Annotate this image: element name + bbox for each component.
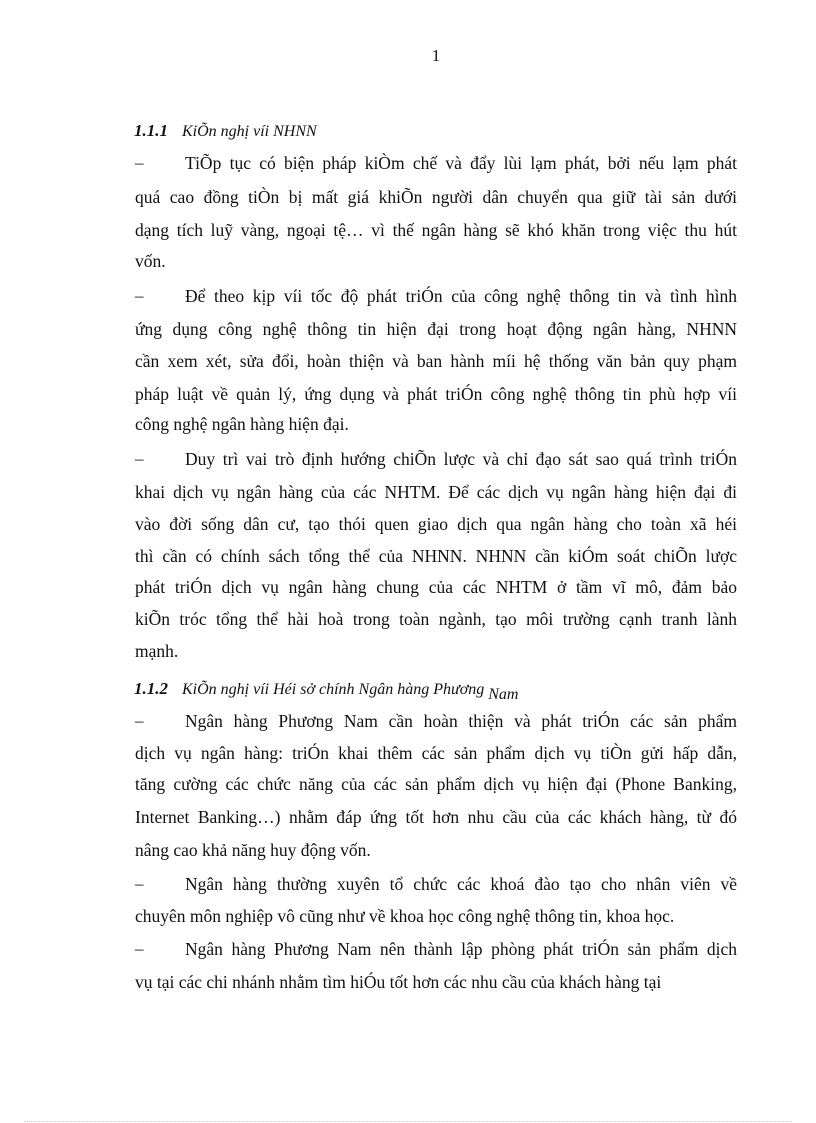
paragraph-line: chuyên môn nghiệp vô cũng như về khoa học công nghệ thông tin, khoa học. [135,906,675,926]
list-bullet: – [135,711,144,730]
paragraph-line: cần xem xét, sửa đổi, hoàn thiện và ban hành míi hệ thống văn bản quy phạm [135,351,737,371]
list-bullet: – [135,449,144,468]
paragraph-line: Ngân hàng thường xuyên tổ chức các khoá đào tạo cho nhân viên về [185,874,737,894]
paragraph-line: vốn. [135,251,166,271]
paragraph-line: phát triÓn dịch vụ ngân hàng chung của các NHTM ở tầm vĩ mô, đảm bảo [135,577,737,597]
section-heading-1 [134,121,317,141]
paragraph-line: Duy trì vai trò định hướng chiÕn lược và chỉ đạo sát sao quá trình triÓn [185,449,737,469]
paragraph-line: dịch vụ ngân hàng: triÓn khai thêm các sản phẩm dịch vụ tiÒn gửi hấp dẫn, [135,743,737,763]
paragraph-line: mạnh. [135,641,179,661]
paragraph-line: vụ tại các chi nhánh nhằm tìm hiÓu tốt hơn các nhu cầu của khách hàng tại [135,972,662,992]
section-title-tail: Nam [488,686,519,703]
paragraph-line: thì cần có chính sách tổng thể của NHNN. NHNN cần kiÓm soát chiÕn lược [135,546,737,566]
paragraph-line: dạng tích luỹ vàng, ngoại tệ… vì thế ngân hàng sẽ khó khăn trong việc thu hút [135,220,737,240]
paragraph-line: khai dịch vụ ngân hàng của các NHTM. Để các dịch vụ ngân hàng hiện đại đi [135,482,737,502]
paragraph-line: Để theo kịp víi tốc độ phát triÓn của công nghệ thông tin và tình hình [185,286,737,306]
section-title: KiÕn nghị víi NHNN [182,123,317,140]
page-number: 1 [431,46,441,65]
section-number: 1.1.2 [134,679,168,698]
paragraph-line: Internet Banking…) nhằm đáp ứng tốt hơn nhu cầu của các khách hàng, từ đó [135,807,737,827]
list-bullet: – [135,874,144,893]
paragraph-line: ứng dụng công nghệ thông tin hiện đại trong hoạt động ngân hàng, NHNN [135,319,737,339]
section-heading-2 [134,679,519,703]
paragraph-line: kiÕn tróc tổng thể hài hoà trong toàn ngành, tạo môi trường cạnh tranh lành [135,609,737,629]
paragraph-line: tăng cường các chức năng của các sản phẩm dịch vụ hiện đại (Phone Banking, [135,774,737,794]
paragraph-line: công nghệ ngân hàng hiện đại. [135,414,349,434]
paragraph-line: vào đời sống dân cư, tạo thói quen giao dịch qua ngân hàng cho toàn xã héi [135,514,737,534]
section-number: 1.1.1 [134,121,168,140]
list-bullet: – [135,153,144,172]
page-bottom-rule [24,1121,792,1122]
paragraph-line: Ngân hàng Phương Nam cần hoàn thiện và phát triÓn các sản phẩm [185,711,737,731]
paragraph-line: quá cao đồng tiÒn bị mất giá khiÕn người dân chuyển qua giữ tài sản dưới [135,187,737,207]
paragraph-line: Ngân hàng Phương Nam nên thành lập phòng phát triÓn sản phẩm dịch [185,939,737,959]
paragraph-line: nâng cao khả năng huy động vốn. [135,840,371,860]
list-bullet: – [135,939,144,958]
paragraph-line: TiÕp tục có biện pháp kiÒm chế và đẩy lùi lạm phát, bởi nếu lạm phát [185,153,737,173]
paragraph-line: pháp luật về quản lý, ứng dụng và phát triÓn công nghệ thông tin phù hợp víi [135,384,737,404]
section-title: KiÕn nghị víi Héi sở chính Ngân hàng Phương [182,681,485,698]
list-bullet: – [135,286,144,305]
